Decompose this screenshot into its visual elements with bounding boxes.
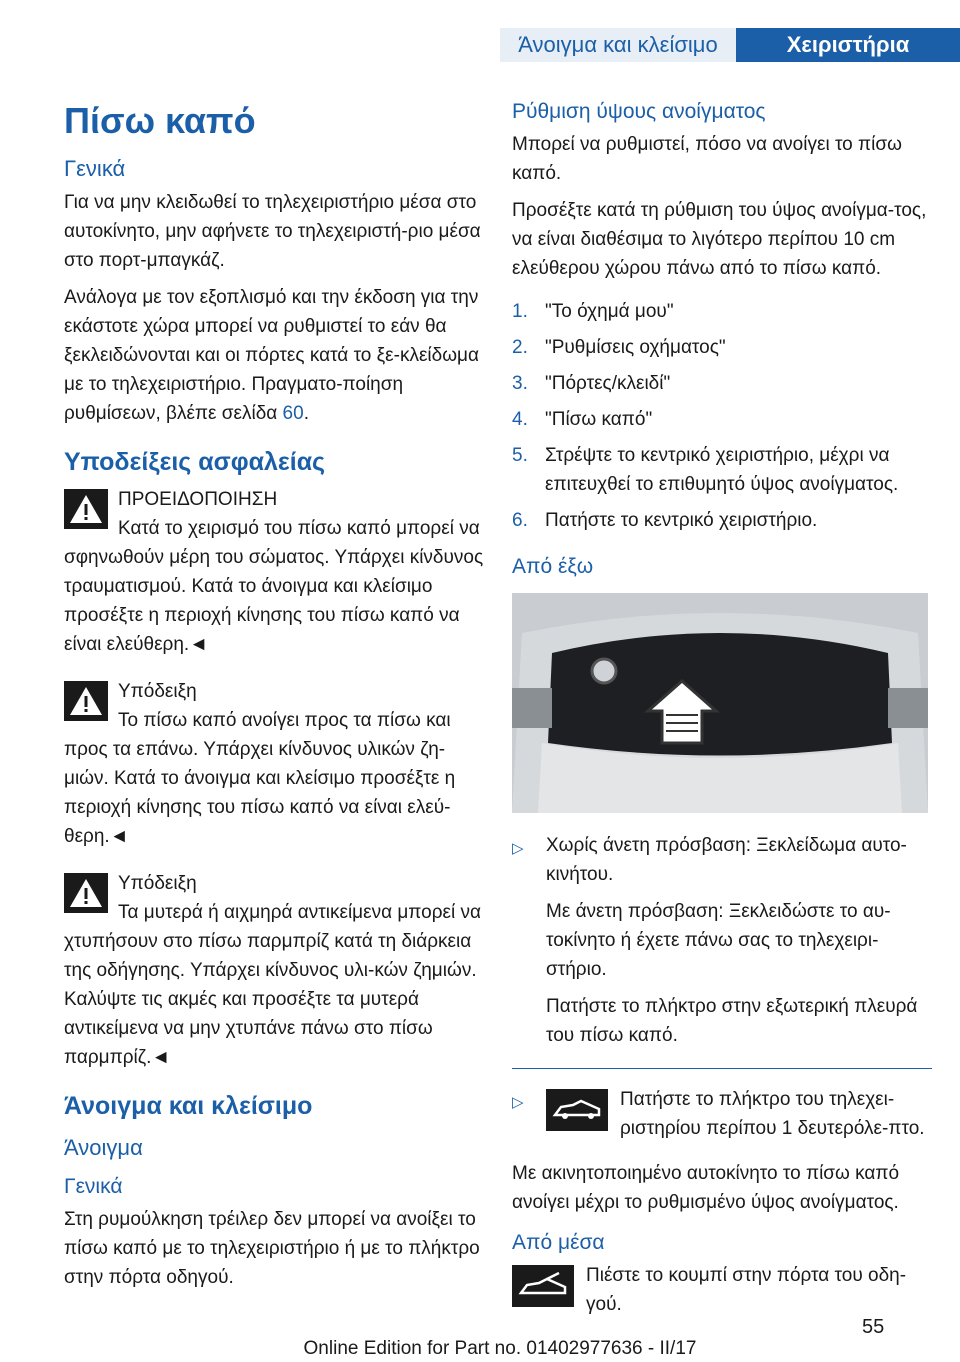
safety-heading: Υποδείξεις ασφαλείας — [64, 448, 326, 476]
general-2-text: Στη ρυμούλκηση τρέιλερ δεν μπορεί να ανοίξει το πίσω καπό με το τηλεχειριστήριο ή με το πλήκτρο στην πόρτα οδηγού. — [64, 1209, 480, 1288]
list-item: 2. "Ρυθμίσεις οχήματος" — [512, 337, 726, 358]
outside-heading: Από έξω — [512, 555, 594, 578]
warning-text: Κατά το χειρισμό του πίσω καπό μπορεί να σφηνωθούν μέρη του σώματος. Υπάρχει κίνδυνος τραυματισμού. Κατά το άνοιγμα και κλείσιμο προσέξτε η περιοχή κίνησης του πίσω καπό να είναι ελεύθερη.◄ — [64, 518, 484, 655]
bullet-text: Χωρίς άνετη πρόσβαση: Ξεκλείδωμα αυτο-κινήτου. — [546, 835, 907, 885]
notice-title: Υπόδειξη — [118, 681, 197, 702]
general-heading: Γενικά — [64, 156, 126, 181]
open-close-heading: Άνοιγμα και κλείσιμο — [64, 1092, 313, 1120]
bullet-text: Πατήστε το πλήκτρο στην εξωτερική πλευρά του πίσω καπό. — [546, 996, 918, 1046]
general-paragraph-2: Ανάλογα με τον εξοπλισμό και την έκδοση για την εκάστοτε χώρα μπορεί να ρυθμιστεί το εάν θα ξεκλειδώνονται και οι πόρτες κατά το ξε-κλείδωμα με το τηλεχειριστήριο. Πραγματο-ποίηση ρυθμίσεων, βλέπε σελίδα 60. — [64, 287, 479, 424]
notice-title: Υπόδειξη — [118, 873, 197, 894]
warning-title: ΠΡΟΕΙΔΟΠΟΙΗΣΗ — [118, 489, 278, 510]
list-item: 4. "Πίσω καπό" — [512, 409, 653, 430]
page-title: Πίσω καπό — [64, 100, 256, 141]
opening-heading: Άνοιγμα — [64, 1135, 143, 1160]
section-tab: Άνοιγμα και κλείσιμο — [500, 28, 736, 62]
list-item: 1. "Το όχημά μου" — [512, 301, 674, 322]
warning-icon — [64, 489, 108, 529]
bullet-item — [512, 1085, 932, 1151]
edition-footer: Online Edition for Part no. 01402977636 - II/17 — [303, 1338, 697, 1359]
right-column — [512, 100, 932, 1327]
divider — [512, 1068, 932, 1069]
steps-list — [512, 297, 932, 535]
left-column — [64, 90, 484, 1300]
page-header — [0, 0, 960, 62]
height-paragraph-1: Μπορεί να ρυθμιστεί, πόσο να ανοίγει το πίσω καπό. — [512, 134, 902, 184]
inside-block — [512, 1261, 932, 1319]
tailgate-photo — [512, 593, 928, 813]
warning-block — [64, 485, 484, 659]
notice-block — [64, 869, 484, 1072]
chapter-tab: Χειριστήρια — [736, 28, 960, 62]
page-number: 55 — [862, 1316, 885, 1338]
height-paragraph-2: Προσέξτε κατά τη ρύθμιση του ύψος ανοίγμα-τος, να είναι διαθέσιμα το λιγότερο περίπου 10 cm ελεύθερου χώρου πάνω από το πίσω καπό. — [512, 200, 927, 279]
general-paragraph-1: Για να μην κλειδωθεί το τηλεχειριστήριο μέσα στο αυτοκίνητο, μην αφήνετε το τηλεχειριστή-ριο μέσα στο πορτ-μπαγκάζ. — [64, 192, 481, 271]
bullet-text: Με άνετη πρόσβαση: Ξεκλειδώστε το αυ-τοκίνητο ή έχετε πάνω σας το τηλεχειρι-στήριο. — [546, 901, 891, 980]
notice-block — [64, 677, 484, 851]
bullet-marker: ▷ — [512, 1094, 524, 1111]
auto-open-text: Με ακινητοποιημένο αυτοκίνητο το πίσω καπό ανοίγει μέχρι το ρυθμισμένο ύψος ανοίγματος. — [512, 1163, 900, 1213]
trunk-button-icon — [512, 1265, 574, 1307]
list-item: 5. Στρέψτε το κεντρικό χειριστήριο, μέχρι να επιτευχθεί το επιθυμητό ύψος ανοίγματος. — [512, 445, 899, 495]
inside-heading: Από μέσα — [512, 1231, 605, 1254]
height-heading: Ρύθμιση ύψους ανοίγματος — [512, 100, 766, 123]
notice-text: Τα μυτερά ή αιχμηρά αντικείμενα μπορεί να χτυπήσουν στο πίσω παρμπρίζ κατά τη διάρκεια της οδήγησης. Υπάρχει κίνδυνος υλι-κών ζημιών. Καλύψτε τις ακμές και προσέξτε τα μυτερά αντικείμενα να μην χτυπάνε πάνω στο πίσω παρμπρίζ.◄ — [64, 902, 481, 1068]
car-trunk-key-icon — [546, 1089, 608, 1131]
page-reference-link[interactable]: 60 — [282, 403, 304, 424]
inside-text: Πιέστε το κουμπί στην πόρτα του οδη-γού. — [586, 1265, 907, 1315]
list-item: 6. Πατήστε το κεντρικό χειριστήριο. — [512, 510, 818, 531]
notice-text: Το πίσω καπό ανοίγει προς τα πίσω και προς τα επάνω. Υπάρχει κίνδυνος υλικών ζη-μιών. Κατά το άνοιγμα και κλείσιμο προσέξτε η περιοχή κίνησης του πίσω καπό να είναι ελεύ-θερη.◄ — [64, 710, 456, 847]
general-2-heading: Γενικά — [64, 1175, 123, 1198]
list-item: 3. "Πόρτες/κλειδί" — [512, 373, 671, 394]
bullet-marker: ▷ — [512, 840, 524, 857]
bullet-item — [512, 831, 932, 1058]
bullet-text: Πατήστε το πλήκτρο του τηλεχει-ριστηρίου περίπου 1 δευτερόλε-πτο. — [620, 1089, 925, 1139]
warning-icon — [64, 873, 108, 913]
warning-icon — [64, 681, 108, 721]
